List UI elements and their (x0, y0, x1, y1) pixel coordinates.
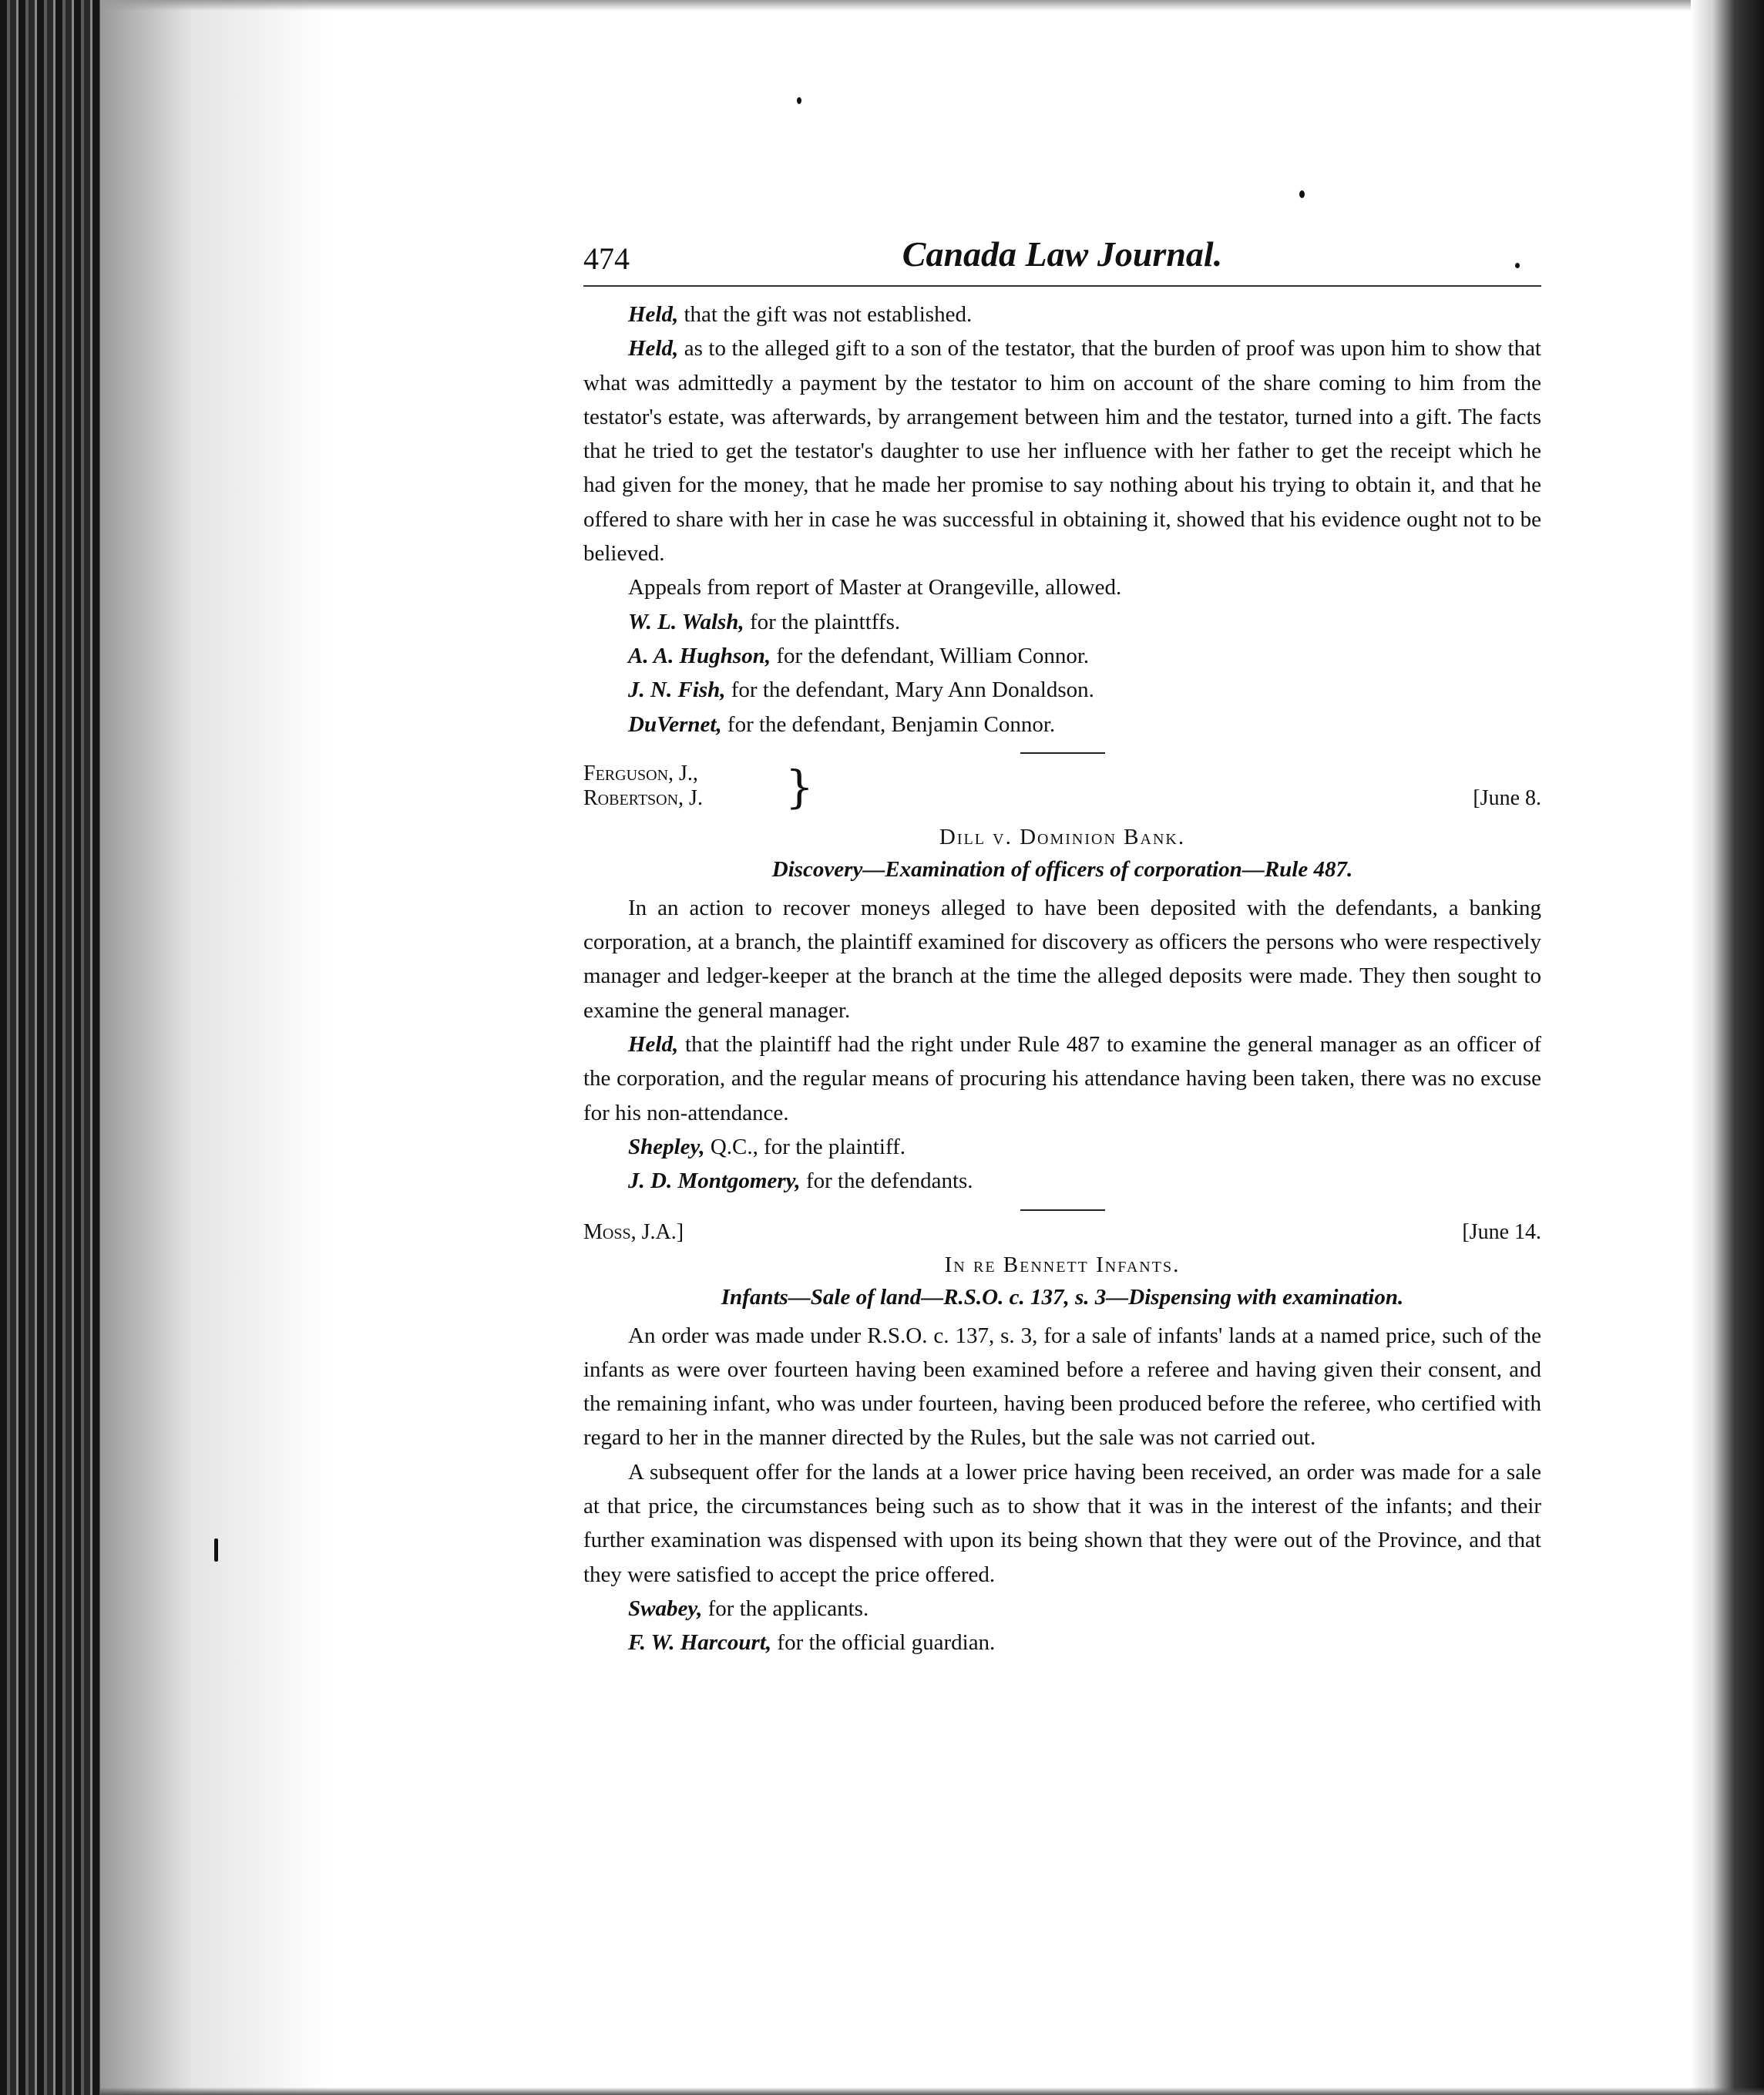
section-divider (1020, 752, 1105, 754)
counsel-line (583, 1164, 1541, 1198)
ink-speck (1299, 190, 1305, 198)
case-title: Dill v. Dominion Bank. (939, 824, 1186, 849)
counsel-line (583, 708, 1541, 741)
paragraph-text: as to the alleged gift to a son of the testator, that the burden of proof was upon him to show that what was admittedly a payment by the testator to him on account of the share coming to him from the testator's estate, was afterwards, by arrangement between him and the testator, turned into a gift. The facts that he tried to get the testator's daughter to use her influence with her father to get the receipt which he had given for the money, that he made her promise to say nothing about his trying to obtain it, and that he offered to share with her in case he was successful in obtaining it, showed that his evidence ought not to be believed. (583, 336, 1541, 567)
brace-glyph: } (785, 760, 814, 813)
case-section-2 (583, 762, 1541, 1199)
book-spine-shadow (0, 0, 100, 2095)
counsel-role: Q.C., for the plaintiff. (704, 1134, 906, 1159)
running-title: Canada Law Journal. (902, 234, 1223, 274)
counsel-name: Shepley, (628, 1134, 705, 1159)
bottom-edge-shadow (100, 2087, 1764, 2095)
counsel-name: W. L. Walsh, (628, 609, 744, 634)
judge-name: Moss, J.A.] (583, 1219, 684, 1244)
disposition-paragraph (583, 570, 1541, 604)
paragraph-text: that the plaintiff had the right under Rule 487 to examine the general manager as an officer of the corporation, and the regular means of procuring his attendance having been taken, there was no excuse for his non-attendance. (583, 1032, 1541, 1125)
facts-paragraph (583, 1455, 1541, 1592)
section-divider (1020, 1209, 1105, 1211)
facts-paragraph (583, 1319, 1541, 1455)
held-lead: Held, (628, 336, 679, 361)
headnote: Discovery—Examination of officers of corporation—Rule 487. (771, 856, 1353, 882)
counsel-role: for the applicants. (702, 1596, 869, 1621)
counsel-line (583, 605, 1541, 639)
paragraph-text: that the gift was not established. (678, 302, 973, 327)
page-edge-shadow (1691, 0, 1764, 2095)
gutter-shadow (100, 0, 331, 2095)
judges-line (583, 762, 1541, 828)
counsel-name: Swabey, (628, 1596, 703, 1621)
counsel-line (583, 673, 1541, 707)
counsel-line (583, 1130, 1541, 1164)
headnote: Infants—Sale of land—R.S.O. c. 137, s. 3—Dispensing with examination. (721, 1284, 1404, 1310)
paragraph-text: In an action to recover moneys alleged to have been deposited with the defendants, a banking corporation, at a branch, the plaintiff examined for discovery as officers the persons who were respectively manager and ledger-keeper at the branch at the time the alleged deposits were made. They then sought to examine the general manager. (583, 895, 1541, 1023)
counsel-role: for the official guardian. (771, 1630, 996, 1656)
case-title: In re Bennett Infants. (944, 1252, 1181, 1277)
counsel-role: for the defendant, William Connor. (771, 643, 1090, 668)
decision-date: [June 8. (1473, 785, 1541, 810)
top-edge-shadow (100, 0, 1691, 11)
counsel-name: DuVernet, (628, 711, 722, 737)
decision-date: [June 14. (1462, 1219, 1541, 1244)
judge-name: Robertson, J. (583, 785, 703, 810)
counsel-role: for the defendants. (800, 1169, 973, 1194)
ink-speck (797, 97, 801, 104)
counsel-line (583, 1626, 1541, 1660)
case-section-3 (583, 1219, 1541, 1660)
counsel-role: for the defendant, Mary Ann Donaldson. (725, 678, 1094, 703)
counsel-name: A. A. Hughson, (628, 643, 771, 668)
held-paragraph (583, 298, 1541, 331)
page-header (583, 234, 1541, 287)
held-paragraph (583, 1027, 1541, 1130)
held-lead: Held, (628, 302, 679, 327)
judges-line (583, 1219, 1541, 1249)
ink-speck (214, 1538, 218, 1562)
case-section-1 (583, 298, 1541, 741)
counsel-name: J. N. Fish, (628, 678, 726, 703)
journal-page (583, 234, 1541, 1660)
page-number: 474 (583, 241, 630, 276)
held-lead: Held, (628, 1032, 679, 1058)
counsel-line (583, 1592, 1541, 1626)
counsel-name: F. W. Harcourt, (628, 1630, 772, 1656)
counsel-role: for the defendant, Benjamin Connor. (721, 711, 1056, 737)
paragraph-text: An order was made under R.S.O. c. 137, s. 3, for a sale of infants' lands at a named price, such of the infants as were over fourteen having been examined before a referee and having given their consent, and the remaining infant, who was under fourteen, having been produced before the referee, who certified with regard to her in the manner directed by the Rules, but the sale was not carried out. (583, 1323, 1541, 1451)
counsel-line (583, 639, 1541, 673)
counsel-role: for the plainttffs. (744, 609, 901, 634)
judge-name: Ferguson, J., (583, 761, 698, 785)
paragraph-text: Appeals from report of Master at Orangeville, allowed. (628, 575, 1122, 600)
facts-paragraph (583, 891, 1541, 1027)
paragraph-text: A subsequent offer for the lands at a lower price having been received, an order was made for a sale at that price, the circumstances being such as to show that it was in the interest of the infants; and their further examination was dispensed with upon its being shown that they were out of the Province, and that they were satisfied to accept the price offered. (583, 1459, 1541, 1587)
counsel-name: J. D. Montgomery, (628, 1169, 801, 1194)
held-paragraph (583, 331, 1541, 570)
